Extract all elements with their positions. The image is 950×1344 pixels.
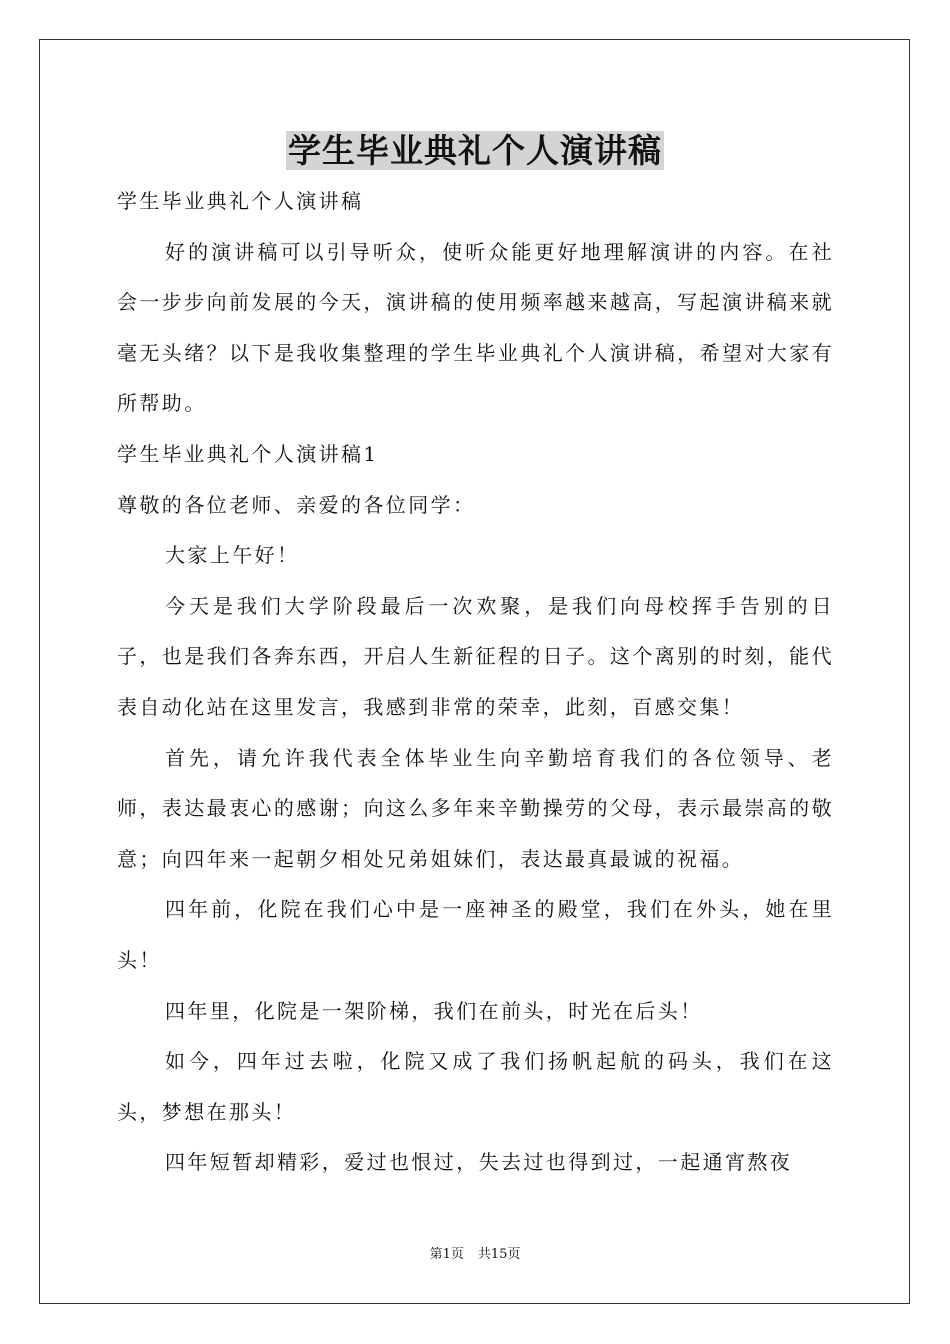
paragraph: 大家上午好！ bbox=[165, 543, 300, 568]
paragraph: 四年前，化院在我们心中是一座神圣的殿堂，我们在外头，她在里头！ bbox=[117, 897, 834, 972]
page-number: 第1页 bbox=[429, 1247, 464, 1262]
paragraph: 好的演讲稿可以引导听众，使听众能更好地理解演讲的内容。在社会一步步向前发展的今天，演讲稿的使用频率越来越高，写起演讲稿来就毫无头绪？以下是我收集整理的学生毕业典礼个人演讲稿，希望对大家有所帮助。 bbox=[117, 239, 834, 416]
paragraph: 如今，四年过去啦，化院又成了我们扬帆起航的码头，我们在这头，梦想在那头！ bbox=[117, 1049, 834, 1124]
section-heading: 学生毕业典礼个人演讲稿1 bbox=[117, 441, 379, 466]
paragraph: 首先，请允许我代表全体毕业生向辛勤培育我们的各位领导、老师，表达最衷心的感谢；向这么多年来辛勤操劳的父母，表示最崇高的敬意；向四年来一起朝夕相处兄弟姐妹们，表达最真最诚的祝福。 bbox=[117, 745, 834, 871]
paragraph: 四年短暂却精彩，爱过也恨过，失去过也得到过，一起通宵熬夜 bbox=[165, 1150, 793, 1175]
salutation: 尊敬的各位老师、亲爱的各位同学： bbox=[117, 492, 476, 517]
paragraph: 今天是我们大学阶段最后一次欢聚，是我们向母校挥手告别的日子，也是我们各奔东西，开启人生新征程的日子。这个离别的时刻，能代表自动化站在这里发言，我感到非常的荣幸，此刻，百感交集！ bbox=[117, 593, 834, 719]
page-total: 共15页 bbox=[477, 1247, 521, 1262]
paragraph: 学生毕业典礼个人演讲稿 bbox=[117, 189, 364, 213]
document-title bbox=[0, 126, 950, 176]
document-body bbox=[117, 176, 834, 1188]
document-title-text: 学生毕业典礼个人演讲稿 bbox=[288, 131, 662, 170]
paragraph: 四年里，化院是一架阶梯，我们在前头，时光在后头！ bbox=[165, 998, 703, 1023]
page-footer bbox=[0, 1245, 950, 1265]
